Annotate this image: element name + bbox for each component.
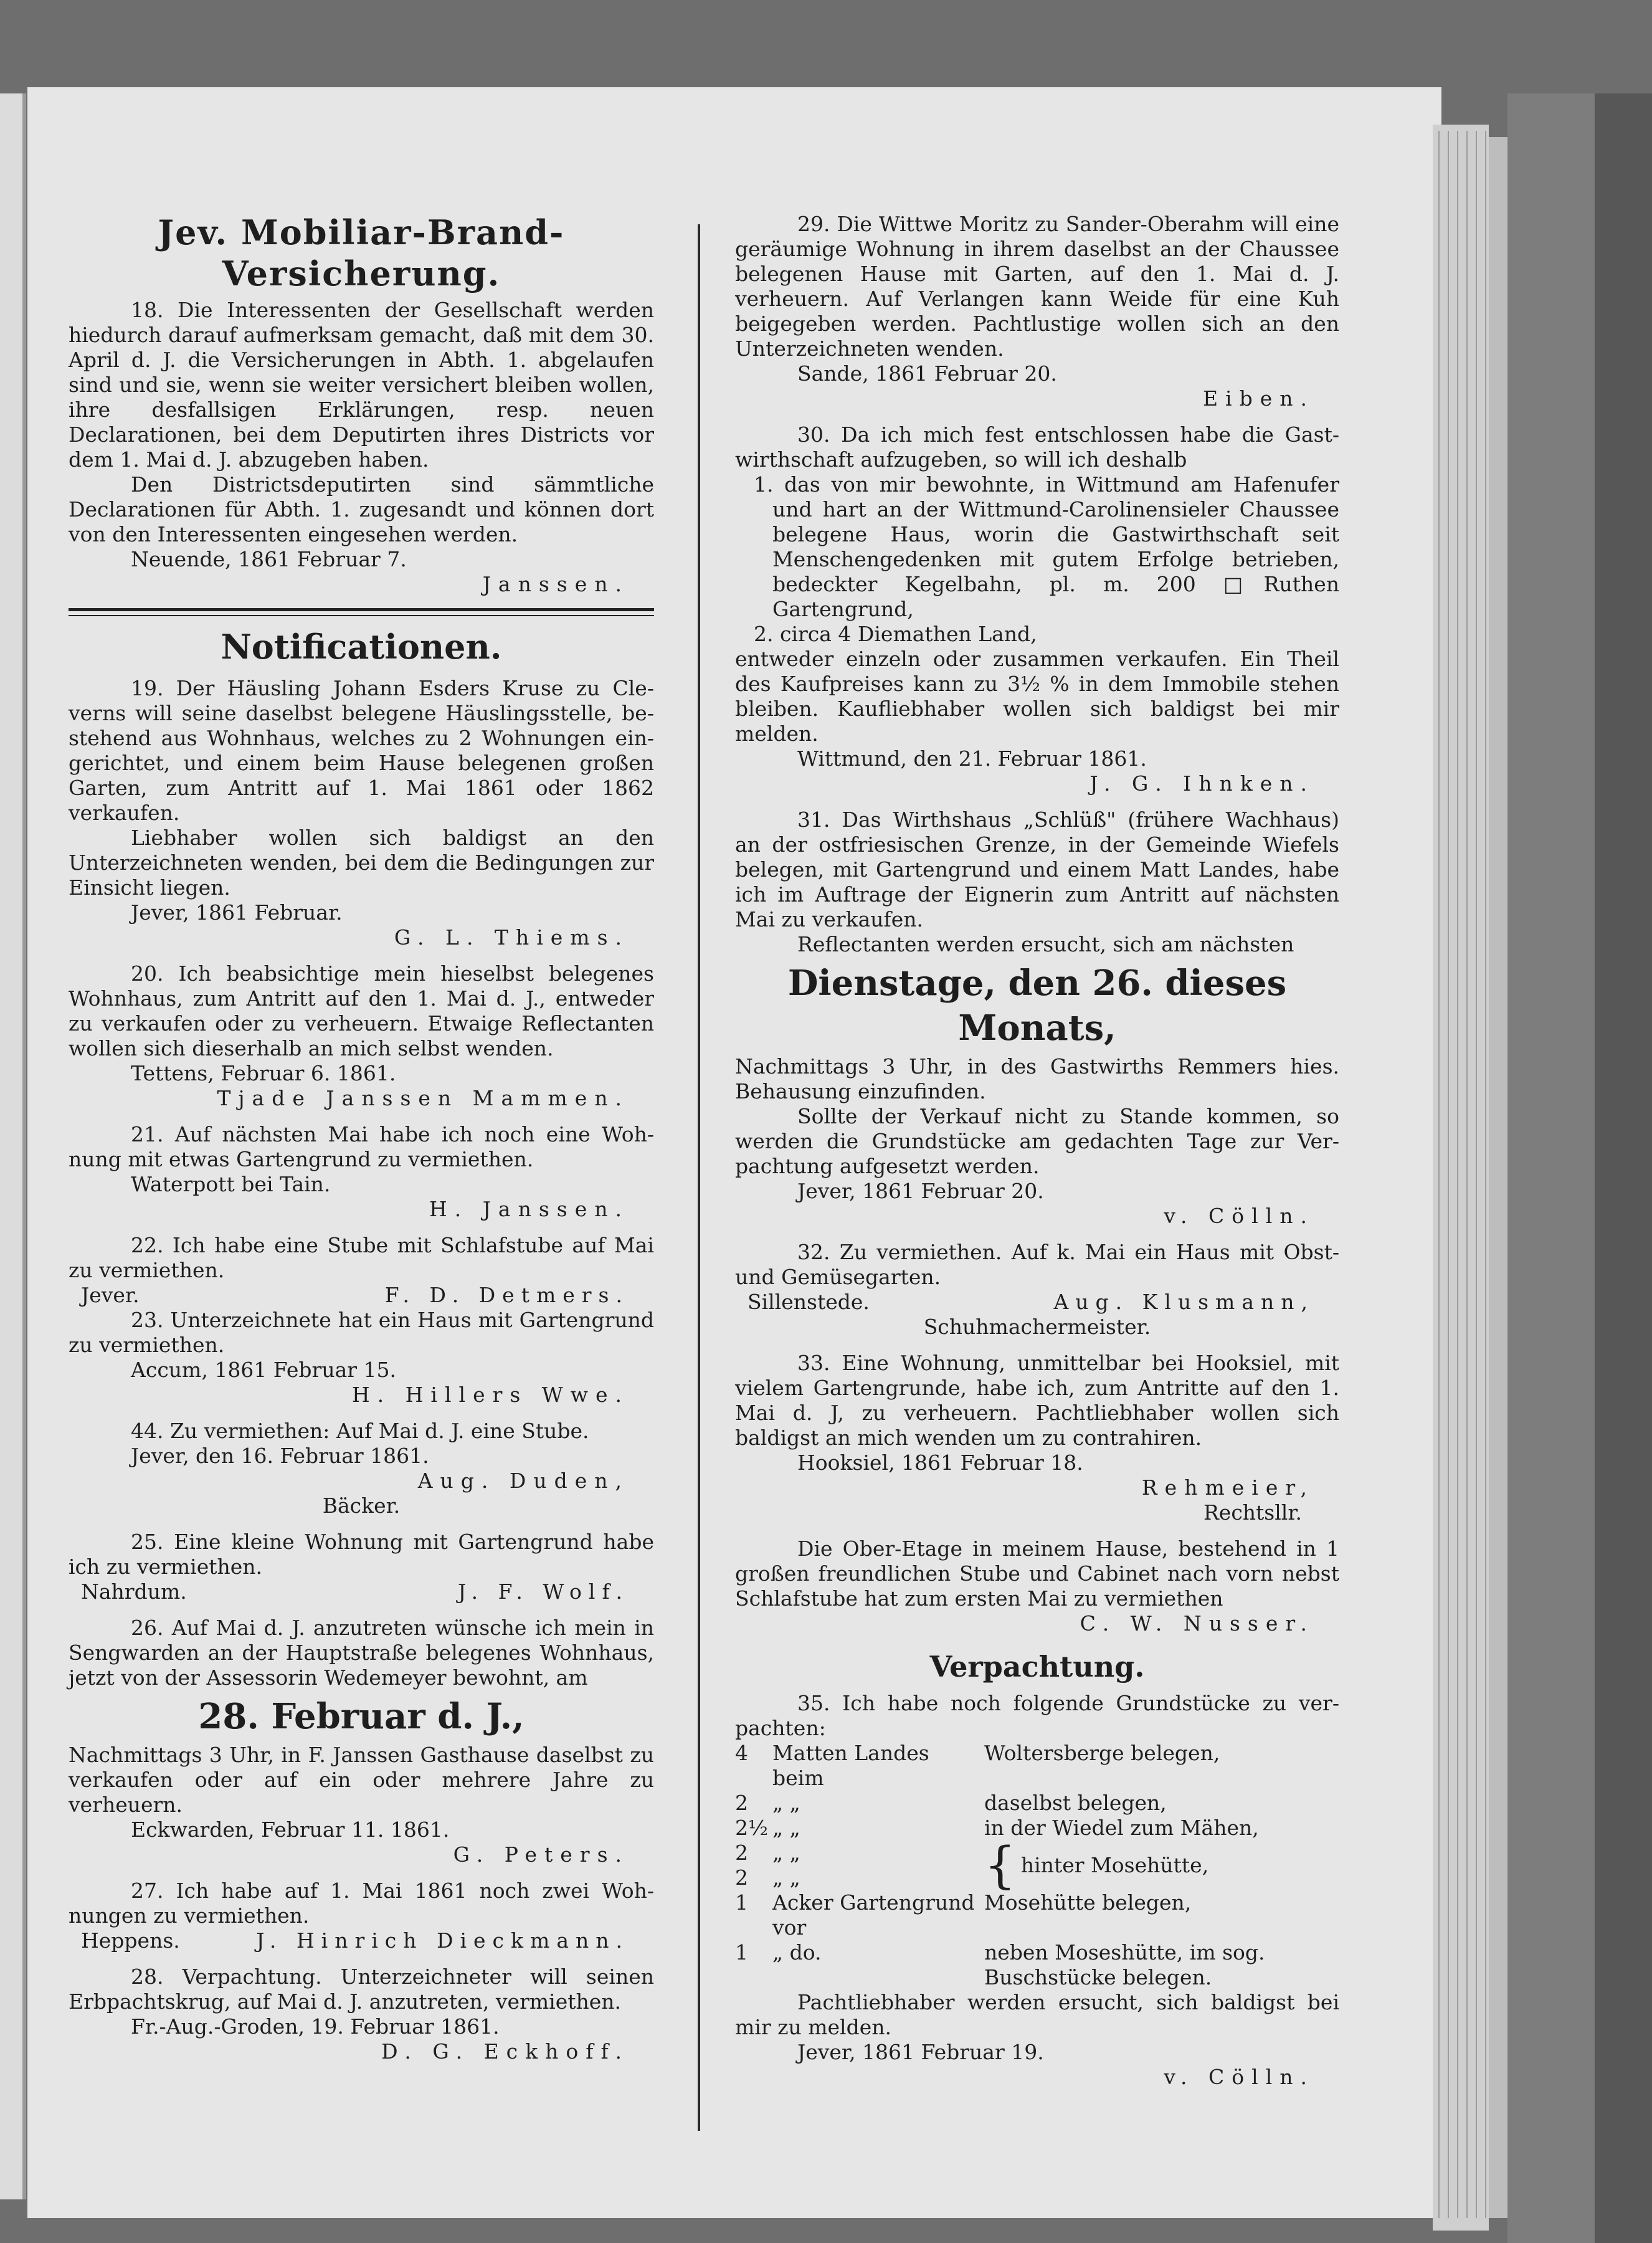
notice-18-date: Neuende, 1861 Februar 7. xyxy=(131,547,407,571)
brace-symbol: { xyxy=(984,1836,1016,1894)
notice-21-place: Waterpott bei Tain. xyxy=(131,1172,331,1196)
notice-32-place: Sillenstede. xyxy=(748,1290,870,1314)
left-column xyxy=(69,212,654,2064)
notice-33-title: Rechtsllr. xyxy=(1203,1500,1302,1525)
list-item: 1 „ do. neben Moseshütte, im sog. xyxy=(735,1940,1265,1964)
section-heading-notifications: Notificationen. xyxy=(221,627,502,667)
notice-29-signature: Eiben. xyxy=(1202,386,1314,411)
notice-29-date: Sande, 1861 Februar 20. xyxy=(797,361,1057,386)
notice-25: 25. Eine kleine Wohnung mit Gartengrund habe ich zu vermiethen. xyxy=(69,1530,654,1579)
notice-27-signature: J. Hinrich Dieckmann. xyxy=(256,1928,629,1953)
notice-20: 20. Ich beabsichtige mein hieselbst belegenes Wohnhaus, zum Antritt auf den 1. Mai d. J., entweder zu verkaufen oder zu verheuern. Etwaige Reflectanten wollen sich dieserhalb an mich selbst wenden. xyxy=(69,961,654,1060)
notice-44-occupation: Bäcker. xyxy=(322,1493,401,1518)
notice-18-continued: Den Districtsdeputirten sind sämmtliche Declarationen für Abth. 1. zugesandt und können dort von den Interessenten eingesehen werden. xyxy=(69,472,654,546)
column-divider xyxy=(698,224,700,2131)
list-item: Buschstücke belegen. xyxy=(984,1965,1212,1989)
notice-30-date: Wittmund, den 21. Februar 1861. xyxy=(797,746,1147,771)
notice-35-date: Jever, 1861 Februar 19. xyxy=(797,2040,1044,2064)
notice-21-signature: H. Janssen. xyxy=(429,1197,629,1221)
notice-32-signature: Aug. Klusmann, xyxy=(1053,1290,1314,1314)
notice-30: 30. Da ich mich fest entschlossen habe die Gastwirthschaft aufzugeben, so will ich deshalb xyxy=(735,422,1339,472)
notice-44-signature: Aug. Duden, xyxy=(417,1469,629,1493)
notice-31-signature: v. Cölln. xyxy=(1164,1204,1314,1228)
notice-44-date: Jever, den 16. Februar 1861. xyxy=(131,1444,429,1468)
section-heading-lease: Verpachtung. xyxy=(929,1650,1145,1683)
notice-22-signature: F. D. Detmers. xyxy=(384,1283,629,1307)
notice-25-place: Nahrdum. xyxy=(81,1579,187,1604)
notice-33-date: Hooksiel, 1861 Februar 18. xyxy=(797,1450,1083,1475)
notice-19-date: Jever, 1861 Februar. xyxy=(131,900,343,925)
notice-22: 22. Ich habe eine Stube mit Schlafstube auf Mai zu vermiethen. xyxy=(69,1233,654,1282)
notice-26-signature: G. Peters. xyxy=(453,1842,629,1867)
notice-33: 33. Eine Wohnung, unmittelbar bei Hooksiel, mit vielem Gartengrunde, habe ich, zum Antritte auf den 1. Mai d. J, zu verheuern. Pachtliebhaber wollen sich baldigst an mich wenden um zu contrahiren. xyxy=(735,1351,1339,1450)
section-heading-insurance: Jev. Mobiliar-Brand-Versicherung. xyxy=(158,212,565,293)
notice-28-date: Fr.-Aug.-Groden, 19. Februar 1861. xyxy=(131,2014,500,2039)
notice-19: 19. Der Häusling Johann Esders Kruse zu Cleverns will seine daselbst belegene Häuslingsstelle, bestehend aus Wohnhaus, welches zu 2 Wohnungen eingerichtet, und einem beim Hause belegenen großen Garten, zum Antritt auf 1. Mai 1861 oder 1862 verkaufen. xyxy=(69,676,654,825)
notice-18-signature: Janssen. xyxy=(482,572,629,596)
notice-26-continued: Nachmittags 3 Uhr, in F. Janssen Gasthause daselbst zu verkaufen oder auf ein oder mehrere Jahre zu verheuern. xyxy=(69,1743,654,1817)
notice-21: 21. Auf nächsten Mai habe ich noch eine Wohnung mit etwas Gartengrund zu vermiethen. xyxy=(69,1122,654,1171)
notice-25-footer xyxy=(69,1579,654,1604)
notice-34-signature: C. W. Nusser. xyxy=(1080,1611,1314,1636)
notice-19-continued: Liebhaber wollen sich baldigst an den Unterzeichneten wenden, bei dem die Bedingungen zur Einsicht liegen. xyxy=(69,826,654,900)
notice-34: Die Ober-Etage in meinem Hause, bestehend in 1 großen freundlichen Stube und Cabinet nach vorn nebst Schlafstube hat zum ersten Mai zu vermiethen xyxy=(735,1536,1339,1611)
list-item: 1 Acker Gartengrund vor Mosehütte belegen, xyxy=(735,1890,1192,1940)
notice-31-date: Jever, 1861 Februar 20. xyxy=(797,1179,1044,1203)
notice-35-signature: v. Cölln. xyxy=(1164,2065,1314,2089)
notice-44: 44. Zu vermiethen: Auf Mai d. J. eine Stube. xyxy=(131,1419,589,1443)
notice-30-signature: J. G. Ihnken. xyxy=(1089,771,1314,796)
notice-33-signature: Rehmeier, xyxy=(1141,1475,1314,1500)
notice-18: 18. Die Interessenten der Gesellschaft werden hiedurch darauf aufmerksam gemacht, daß mit dem 30. April d. J. die Versicherungen in Abth. 1. abgelaufen sind und sie, wenn sie weiter versichert bleiben wollen, ihre desfallsigen Erklärungen, resp. neuen Declarationen, bei dem Deputirten ihres Districts vor dem 1. Mai d. J. abzugeben haben. xyxy=(69,298,654,472)
notice-31-time: Nachmittags 3 Uhr, in des Gastwirths Remmers hies. Behausung einzufinden. xyxy=(735,1054,1339,1103)
list-item: 2 „ „ daselbst belegen, xyxy=(735,1791,1167,1815)
parcel-list xyxy=(735,1741,1339,1990)
notice-23-date: Accum, 1861 Februar 15. xyxy=(131,1358,396,1382)
notice-35-continued: Pachtliebhaber werden ersucht, sich baldigst bei mir zu melden. xyxy=(735,1990,1339,2039)
notice-30-item-2: 2. circa 4 Diemathen Land, xyxy=(754,622,1037,646)
list-item: 4 Matten Landes beim Woltersberge belegen, xyxy=(735,1741,1220,1790)
notice-35: 35. Ich habe noch folgende Grundstücke zu verpachten: xyxy=(735,1691,1339,1740)
right-column xyxy=(735,212,1339,2090)
notice-27-place: Heppens. xyxy=(81,1928,180,1953)
notice-32: 32. Zu vermiethen. Auf k. Mai ein Haus mit Obst- und Gemüsegarten. xyxy=(735,1240,1339,1289)
notice-31-fallback: Sollte der Verkauf nicht zu Stande kommen, so werden die Grundstücke am gedachten Tage zur Verpachtung aufgesetzt werden. xyxy=(735,1104,1339,1178)
notice-32-footer xyxy=(735,1290,1339,1315)
notice-26-date: Eckwarden, Februar 11. 1861. xyxy=(131,1817,450,1842)
notice-30-item-1: 1. das von mir bewohnte, in Wittmund am Hafenufer und hart an der Wittmund-Carolinensieler Chaussee belegene Haus, worin die Gastwirthschaft seit Menschengedenken mit gutem Erfolge betrieben, bedeckter Kegelbahn, pl. m. 200 □Ruthen Gartengrund, xyxy=(754,472,1339,621)
notice-23-signature: H. Hillers Wwe. xyxy=(351,1383,629,1407)
section-rule xyxy=(69,608,654,616)
notice-22-place: Jever. xyxy=(81,1283,140,1307)
notice-32-occupation: Schuhmachermeister. xyxy=(923,1315,1151,1339)
list-item: 2½ „ „ in der Wiedel zum Mähen, xyxy=(735,1816,1259,1840)
notice-22-footer xyxy=(69,1283,654,1308)
notice-28-signature: D. G. Eckhoff. xyxy=(381,2039,629,2064)
notice-31-continued: Reflectanten werden ersucht, sich am nächsten xyxy=(797,932,1294,956)
notice-19-signature: G. L. Thiems. xyxy=(394,925,629,950)
notice-26-auction-date: 28. Februar d. J., xyxy=(198,1696,525,1737)
notice-31-auction-date: Dienstage, den 26. dieses Monats, xyxy=(787,963,1287,1049)
notice-28: 28. Verpachtung. Unterzeichneter will seinen Erbpachtskrug, auf Mai d. J. anzutreten, vermiethen. xyxy=(69,1964,654,2014)
notice-25-signature: J. F. Wolf. xyxy=(457,1579,629,1604)
brace-label: hinter Mosehütte, xyxy=(1020,1853,1209,1877)
notice-27-footer xyxy=(69,1928,654,1953)
notice-31: 31. Das Wirthshaus „Schlüß" (frühere Wachhaus) an der ostfriesischen Grenze, in der Gemeinde Wiefels belegen, mit Gartengrund und einem Matt Landes, habe ich im Auftrage der Eignerin zum Antritt auf nächsten Mai zu verkaufen. xyxy=(735,807,1339,931)
notice-20-signature: Tjade Janssen Mammen. xyxy=(217,1086,629,1110)
notice-30-continued: entweder einzeln oder zusammen verkaufen. Ein Theil des Kaufpreises kann zu 3½ % in dem Immobile stehen bleiben. Kaufliebhaber wollen sich baldigst bei mir melden. xyxy=(735,647,1339,746)
notice-20-date: Tettens, Februar 6. 1861. xyxy=(131,1061,396,1085)
notice-23: 23. Unterzeichnete hat ein Haus mit Gartengrund zu vermiethen. xyxy=(69,1308,654,1357)
notice-29: 29. Die Wittwe Moritz zu Sander-Oberahm will eine geräumige Wohnung in ihrem daselbst an der Chaussee belegenen Hause mit Garten, auf den 1. Mai d. J. verheuern. Auf Verlangen kann Weide für eine Kuh beigegeben werden. Pachtlustige wollen sich an den Unterzeichneten wenden. xyxy=(735,212,1339,361)
list-item-braced: 2 „ „ 2 „ „ { hinter Mosehütte, xyxy=(735,1836,1209,1894)
notice-26: 26. Auf Mai d. J. anzutreten wünsche ich mein in Sengwarden an der Hauptstraße belegenes Wohnhaus, jetzt von der Assessorin Wedemeyer bewohnt, am xyxy=(69,1616,654,1690)
notice-27: 27. Ich habe auf 1. Mai 1861 noch zwei Wohnungen zu vermiethen. xyxy=(69,1879,654,1928)
